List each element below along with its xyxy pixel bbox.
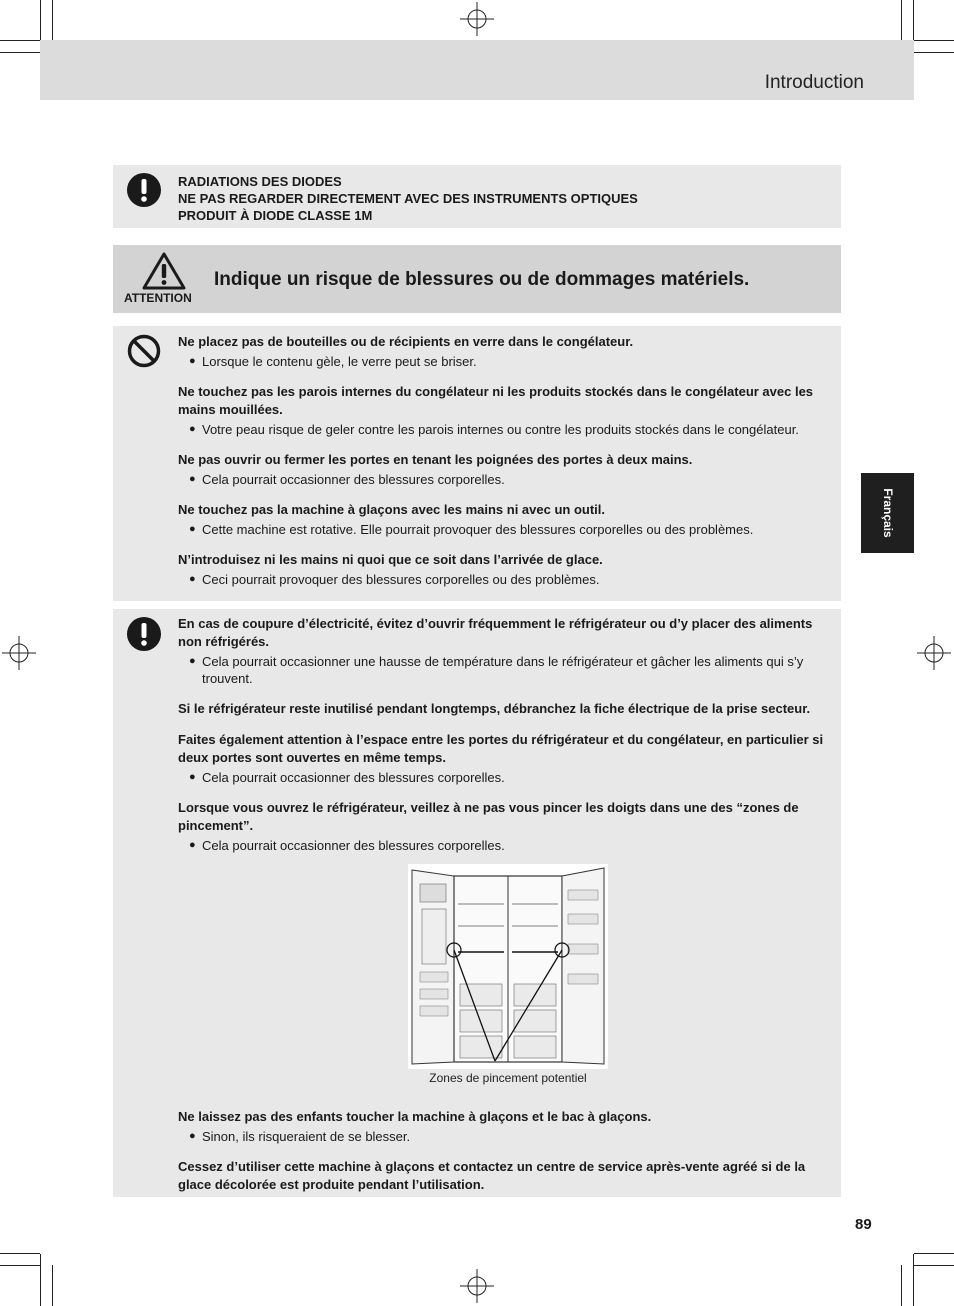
- list-item: [178, 501, 831, 538]
- list-item: [178, 451, 831, 488]
- item-bullet: ● Lorsque le contenu gèle, le verre peut se briser.: [189, 354, 477, 369]
- page-header: [40, 40, 914, 100]
- bullet-icon: ●: [189, 1130, 196, 1142]
- prohibited-icon: [127, 334, 161, 368]
- radiation-line: PRODUIT À DIODE CLASSE 1M: [178, 208, 373, 223]
- item-bullet: ● Sinon, ils risqueraient de se blesser.: [189, 1129, 411, 1144]
- item-bullet: ● Cela pourrait occasionner des blessures corporelles.: [189, 838, 505, 853]
- list-item: [178, 799, 831, 854]
- crop-mark: [52, 1265, 53, 1306]
- crop-mark: [914, 40, 954, 41]
- bullet-icon: ●: [189, 473, 196, 485]
- item-title: Cessez d’utiliser cette machine à glaçons et contactez un centre de service après-vente agréé si de la glace décolorée est produite pendant l’utilisation.: [178, 1159, 806, 1192]
- list-item: [178, 333, 831, 370]
- exclamation-icon: [127, 173, 161, 207]
- crop-mark: [913, 1254, 914, 1306]
- registration-mark: [2, 636, 36, 670]
- crop-mark: [914, 1253, 954, 1254]
- list-item: [178, 731, 831, 786]
- language-tab-label: Français: [880, 488, 895, 538]
- attention-banner: [113, 245, 841, 313]
- item-title: Faites également attention à l’espace entre les portes du réfrigérateur et du congélateur, en particulier si deux portes sont ouvertes en même temps.: [178, 732, 824, 765]
- crop-mark: [52, 0, 53, 40]
- item-title: Ne placez pas de bouteilles ou de récipients en verre dans le congélateur.: [178, 334, 634, 349]
- refrigerator-illustration: [408, 864, 678, 1090]
- item-bullet: ● Votre peau risque de geler contre les parois internes ou contre les produits stockés dans le congélateur.: [189, 422, 799, 437]
- figure-caption: Zones de pincement potentiel: [429, 1071, 587, 1085]
- crop-mark: [40, 1254, 41, 1306]
- item-bullet: ● Ceci pourrait provoquer des blessures corporelles ou des problèmes.: [189, 572, 600, 587]
- list-item: [178, 1158, 831, 1194]
- item-title: Ne touchez pas la machine à glaçons avec les mains ni avec un outil.: [178, 502, 605, 517]
- exclamation-icon: [127, 617, 161, 651]
- crop-mark: [0, 1253, 40, 1254]
- refrigerator-drawing: [408, 864, 608, 1069]
- item-title: Ne touchez pas les parois internes du congélateur ni les produits stockés dans le congélateur avec les mains mouillées.: [178, 384, 814, 417]
- registration-mark: [460, 1269, 494, 1303]
- crop-mark: [901, 0, 902, 40]
- item-title: Si le réfrigérateur reste inutilisé pendant longtemps, débranchez la fiche électrique de la prise secteur.: [178, 701, 811, 716]
- list-item: [178, 1108, 831, 1145]
- bullet-icon: ●: [189, 771, 196, 783]
- prohibited-list: [178, 333, 831, 588]
- radiation-line: NE PAS REGARDER DIRECTEMENT AVEC DES INSTRUMENTS OPTIQUES: [178, 191, 638, 206]
- attention-description: Indique un risque de blessures ou de dommages matériels.: [214, 269, 750, 290]
- warning-triangle-icon: [141, 251, 187, 291]
- registration-mark: [460, 2, 494, 36]
- radiation-notice: [113, 165, 841, 228]
- bullet-icon: ●: [189, 573, 196, 585]
- item-title: Ne laissez pas des enfants toucher la machine à glaçons et le bac à glaçons.: [178, 1109, 652, 1124]
- attention-label: ATTENTION: [124, 291, 192, 305]
- list-item: [178, 615, 831, 687]
- mandatory-section: [113, 609, 841, 1197]
- radiation-line: RADIATIONS DES DIODES: [178, 174, 342, 189]
- crop-mark: [0, 52, 40, 53]
- item-bullet: ● Cela pourrait occasionner des blessures corporelles.: [189, 770, 505, 785]
- item-bullet: ● Cela pourrait occasionner une hausse de température dans le réfrigérateur et gâcher les aliments qui s’y trouvent.: [189, 654, 804, 686]
- section-title: Introduction: [764, 72, 864, 93]
- registration-mark: [917, 636, 951, 670]
- crop-mark: [914, 1265, 954, 1266]
- item-title: N’introduisez ni les mains ni quoi que ce soit dans l’arrivée de glace.: [178, 552, 603, 567]
- list-item: [178, 551, 831, 588]
- prohibited-section: [113, 326, 841, 601]
- language-tab: [861, 473, 914, 553]
- page-number: 89: [855, 1216, 872, 1233]
- crop-mark: [0, 40, 40, 41]
- bullet-icon: ●: [189, 423, 196, 435]
- bullet-icon: ●: [189, 655, 196, 667]
- crop-mark: [901, 1265, 902, 1306]
- item-title: En cas de coupure d’électricité, évitez d’ouvrir fréquemment le réfrigérateur ou d’y placer des aliments non réfrigérés.: [178, 616, 813, 649]
- list-item: [178, 700, 831, 718]
- item-title: Lorsque vous ouvrez le réfrigérateur, veillez à ne pas vous pincer les doigts dans une des “zones de pincement”.: [178, 800, 799, 833]
- crop-mark: [914, 52, 954, 53]
- list-item: [178, 383, 831, 438]
- mandatory-list: [178, 615, 831, 1194]
- item-bullet: ● Cela pourrait occasionner des blessures corporelles.: [189, 472, 505, 487]
- bullet-icon: ●: [189, 839, 196, 851]
- crop-mark: [0, 1265, 40, 1266]
- item-title: Ne pas ouvrir ou fermer les portes en tenant les poignées des portes à deux mains.: [178, 452, 693, 467]
- radiation-text: [178, 173, 831, 224]
- item-bullet: ● Cette machine est rotative. Elle pourrait provoquer des blessures corporelles ou des problèmes.: [189, 522, 754, 537]
- bullet-icon: ●: [189, 355, 196, 367]
- bullet-icon: ●: [189, 523, 196, 535]
